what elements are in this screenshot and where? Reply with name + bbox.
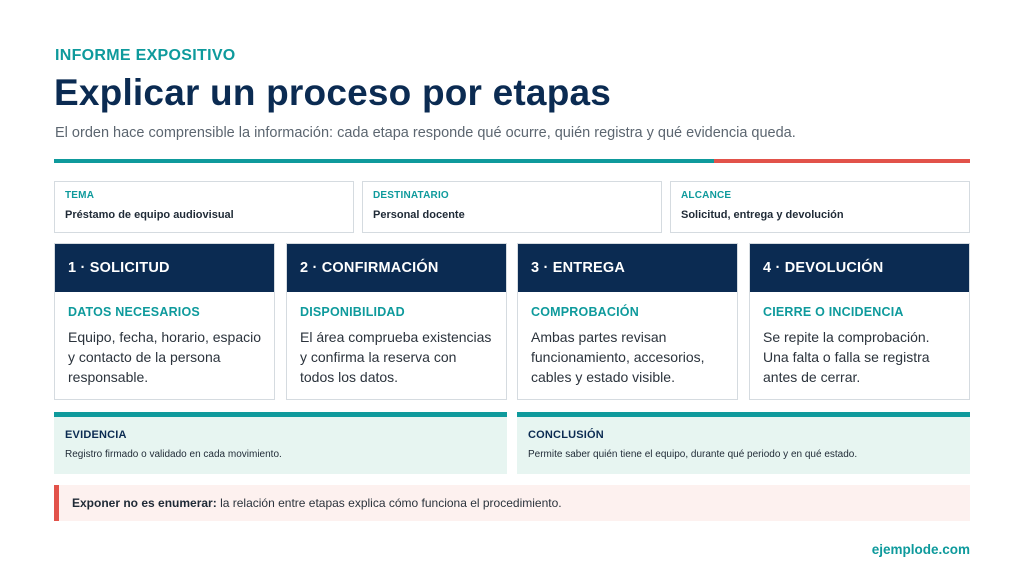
- meta-card-alcance: [670, 181, 970, 233]
- conclusion-label: CONCLUSIÓN: [528, 429, 604, 441]
- meta-card-destinatario: [362, 181, 662, 233]
- page-title: Explicar un proceso por etapas: [54, 72, 612, 113]
- conclusion-text: Permite saber quién tiene el equipo, durante qué periodo y en qué estado.: [528, 449, 858, 460]
- stage-subtitle: DATOS NECESARIOS: [68, 305, 200, 319]
- evidence-box: [54, 412, 507, 474]
- evidence-text: Registro firmado o validado en cada movimiento.: [65, 449, 282, 460]
- stage-card-entrega: [517, 243, 738, 400]
- meta-card-tema: [54, 181, 354, 233]
- footer-brand: ejemplode.com: [871, 542, 970, 557]
- meta-value: Préstamo de equipo audiovisual: [65, 209, 234, 221]
- stage-card-confirmacion: [286, 243, 507, 400]
- evidence-label: EVIDENCIA: [65, 429, 127, 441]
- meta-label: TEMA: [65, 190, 95, 201]
- stage-subtitle: COMPROBACIÓN: [531, 305, 639, 319]
- stage-body: Equipo, fecha, horario, espacio y contacto de la persona responsable.: [68, 329, 262, 385]
- stage-title: 3 · ENTREGA: [518, 244, 737, 292]
- divider-alert: [714, 159, 970, 163]
- kicker-label: INFORME EXPOSITIVO: [55, 47, 236, 64]
- callout-note: [54, 485, 970, 521]
- note-text: la relación entre etapas explica cómo funciona el procedimiento.: [220, 496, 562, 510]
- stage-body: Ambas partes revisan funcionamiento, accesorios, cables y estado visible.: [531, 329, 705, 385]
- stage-title: 4 · DEVOLUCIÓN: [750, 244, 969, 292]
- divider-accent: [54, 159, 714, 163]
- stage-subtitle: CIERRE O INCIDENCIA: [763, 305, 904, 319]
- stage-subtitle: DISPONIBILIDAD: [300, 305, 405, 319]
- meta-label: DESTINATARIO: [373, 190, 449, 201]
- stage-card-solicitud: [54, 243, 275, 400]
- stage-body: Se repite la comprobación. Una falta o falla se registra antes de cerrar.: [763, 329, 930, 385]
- stage-card-devolucion: [749, 243, 970, 400]
- stage-title: 2 · CONFIRMACIÓN: [287, 244, 506, 292]
- page-subtitle: El orden hace comprensible la información: cada etapa responde qué ocurre, quién registra y qué evidencia queda.: [55, 125, 796, 141]
- note-emphasis: Exponer no es enumerar:: [72, 496, 217, 510]
- meta-value: Solicitud, entrega y devolución: [681, 209, 844, 221]
- meta-label: ALCANCE: [681, 190, 732, 201]
- stage-title: 1 · SOLICITUD: [55, 244, 274, 292]
- stage-body: El área comprueba existencias y confirma la reserva con todos los datos.: [300, 329, 492, 385]
- meta-value: Personal docente: [373, 209, 465, 221]
- conclusion-box: [517, 412, 970, 474]
